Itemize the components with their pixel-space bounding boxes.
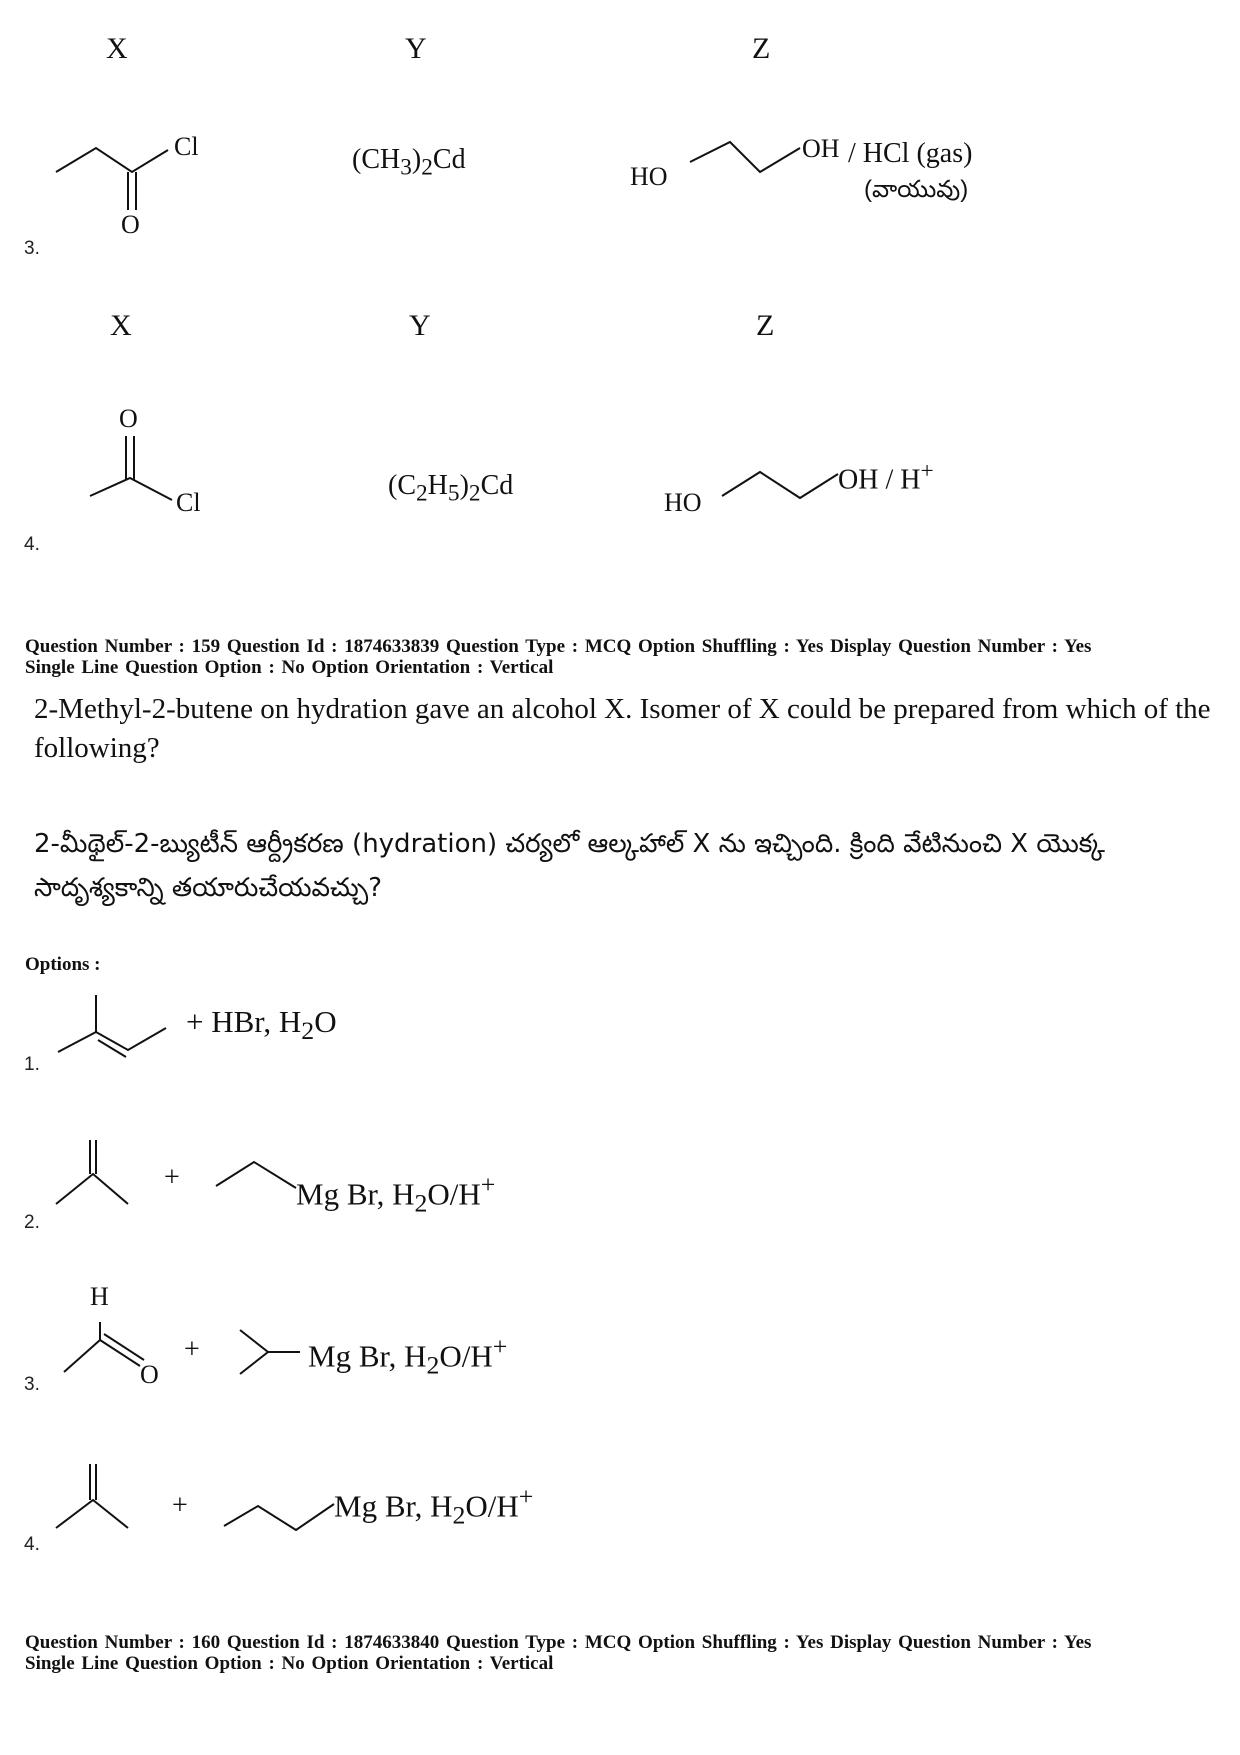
- formula-part: ): [411, 144, 422, 175]
- prev4-x-chlorine: Cl: [176, 488, 201, 517]
- formula-part: ): [459, 470, 469, 501]
- prev4-y-reagent: [388, 470, 513, 508]
- formula-subscript: 2: [452, 1500, 466, 1530]
- opt4-propyl: [224, 1504, 334, 1530]
- formula-part: + HBr, H: [186, 1004, 302, 1039]
- opt2-ethyl: [216, 1162, 296, 1188]
- formula-charge: +: [480, 1170, 496, 1199]
- formula-charge: +: [492, 1332, 508, 1361]
- formula-subscript: 2: [421, 154, 433, 181]
- prev3-header-z: Z: [752, 32, 771, 65]
- opt2-acetone: [56, 1174, 128, 1204]
- prev-option-4-number: 4.: [24, 534, 40, 555]
- prev3-z-ho: HO: [630, 162, 668, 191]
- formula-subscript: 5: [447, 480, 460, 507]
- prev3-header-y: Y: [405, 32, 427, 65]
- option-2-reagent: [296, 1170, 495, 1219]
- option-4-number[interactable]: 4.: [24, 1534, 40, 1555]
- q159-meta: [25, 636, 1215, 678]
- option-3-plus: +: [184, 1334, 200, 1365]
- option-4-reagent: [334, 1482, 533, 1531]
- formula-part: O/H: [465, 1488, 519, 1524]
- formula-part: H: [427, 470, 448, 501]
- opt3-isopropyl: [240, 1330, 268, 1374]
- formula-part: Mg Br, H: [296, 1176, 415, 1212]
- opt4-acetone: [56, 1500, 128, 1528]
- option-4-plus: +: [172, 1490, 188, 1521]
- formula-part: Mg Br, H: [334, 1488, 453, 1524]
- formula-charge: +: [518, 1482, 534, 1511]
- formula-part: O/H: [427, 1176, 481, 1212]
- formula-subscript: 3: [400, 154, 412, 181]
- prev4-header-y: Y: [409, 309, 431, 342]
- q159-meta-line2: Single Line Question Option : No Option Orientation : Vertical: [25, 657, 554, 678]
- prev4-z-oh: OH: [838, 464, 879, 496]
- formula-part: O/H: [439, 1338, 493, 1374]
- option-3-number[interactable]: 3.: [24, 1374, 40, 1395]
- q159-meta-line1: Question Number : 159 Question Id : 1874633839 Question Type : MCQ Option Shuffling : Yes Display Question Number : Yes: [25, 636, 1092, 657]
- prev4-x-chain: [90, 478, 172, 500]
- q160-meta-line1: Question Number : 160 Question Id : 1874633840 Question Type : MCQ Option Shuffling : Yes Display Question Number : Yes: [25, 1632, 1092, 1653]
- opt3-aldehyde: [64, 1340, 100, 1372]
- formula-part: Cd: [432, 144, 466, 175]
- prev3-z-oh: OH: [802, 134, 840, 163]
- options-label: Options :: [25, 954, 101, 975]
- q159-text-english: 2-Methyl-2-butene on hydration gave an alcohol X. Isomer of X could be prepared from which of the following?: [34, 693, 1211, 764]
- formula-part: (C: [388, 470, 416, 501]
- prev3-x-chlorine: Cl: [174, 132, 199, 161]
- prev4-x-oxygen: O: [119, 404, 138, 433]
- option-1-reagent: [186, 1004, 337, 1046]
- option-3-reagent: [308, 1332, 507, 1381]
- formula-part: Mg Br, H: [308, 1338, 427, 1374]
- formula-subscript: 2: [468, 480, 481, 507]
- formula-subscript: 2: [414, 1188, 428, 1218]
- prev4-z-reagent: [838, 458, 934, 496]
- formula-charge: +: [920, 458, 934, 484]
- prev3-header-x: X: [106, 32, 128, 65]
- prev3-z-chain: [690, 142, 800, 172]
- prev3-z-reagent: / HCl (gas): [848, 138, 973, 169]
- prev-option-3-number: 3.: [24, 238, 40, 259]
- prev4-header-z: Z: [756, 309, 775, 342]
- formula-part: / H: [885, 464, 921, 496]
- option-1-number[interactable]: 1.: [24, 1054, 40, 1075]
- prev3-y-reagent: [352, 144, 466, 182]
- formula-subscript: 2: [426, 1350, 440, 1380]
- opt1-double: [98, 1040, 126, 1057]
- option-2-plus: +: [164, 1162, 180, 1193]
- prev4-header-x: X: [110, 309, 132, 342]
- option-2-number[interactable]: 2.: [24, 1212, 40, 1233]
- option-3-hydrogen: H: [90, 1282, 109, 1311]
- prev4-z-ho: HO: [664, 488, 702, 517]
- prev3-x-oxygen: O: [121, 210, 140, 239]
- option-3-oxygen: O: [140, 1360, 159, 1389]
- q160-meta: [25, 1632, 1215, 1674]
- formula-part: Cd: [480, 470, 514, 501]
- q159-text-telugu: 2-మీథైల్-2-బ్యుటీన్ ఆర్ద్రీకరణ (hydration) చర్యలో ఆల్కహాల్ X ను ఇచ్చింది. క్రింది వేటినుంచి X యొక్క సాదృశ్యకాన్ని తయారుచేయవచ్చు?: [34, 829, 1105, 903]
- formula-part: O: [314, 1004, 337, 1039]
- prev3-x-chain: [56, 148, 168, 172]
- prev3-z-telugu-note: (వాయువు): [864, 176, 969, 203]
- q160-meta-line2: Single Line Question Option : No Option Orientation : Vertical: [25, 1653, 554, 1674]
- formula-subscript: 2: [416, 480, 428, 507]
- formula-subscript: 2: [301, 1016, 315, 1046]
- prev4-z-chain: [722, 472, 838, 498]
- formula-part: (CH: [352, 144, 401, 175]
